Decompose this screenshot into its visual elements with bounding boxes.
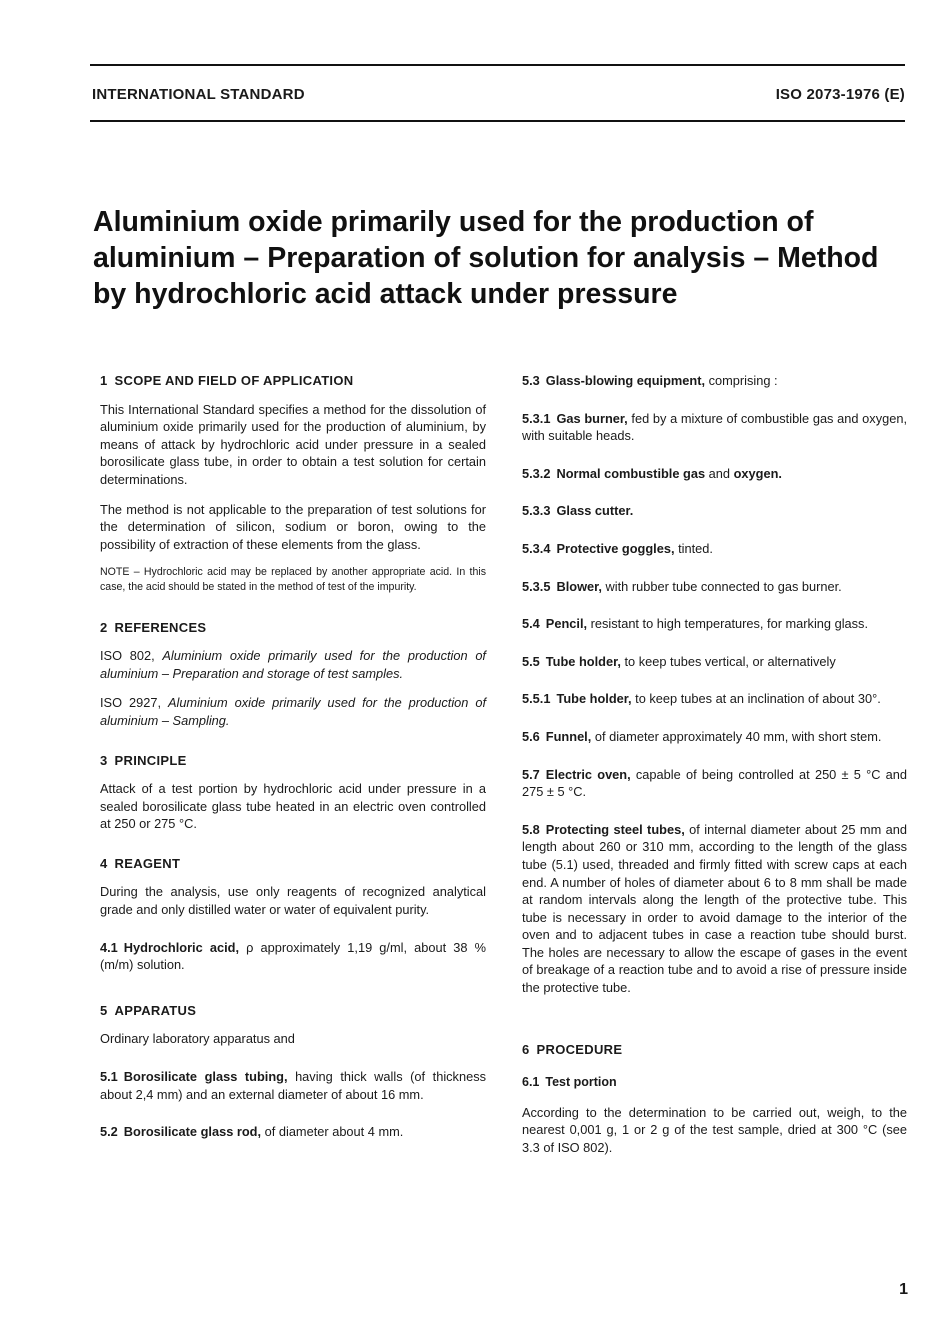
clause-5-4	[522, 615, 907, 633]
reference-code: ISO 2927,	[100, 695, 161, 711]
clause-5-1	[100, 1068, 486, 1103]
clause-5-3-4	[522, 540, 907, 558]
clause-5-3-3	[522, 502, 907, 520]
clause-name: Normal combustible gas	[556, 465, 706, 481]
clause-text: to keep tubes at an inclination of about 30°.	[635, 691, 881, 707]
subsection-heading-test-portion	[522, 1074, 907, 1092]
clause-name-second: oxygen.	[733, 465, 782, 481]
clause-number: 5.4	[522, 616, 540, 632]
clause-number: 5.3	[522, 373, 540, 388]
clause-name: Pencil,	[545, 616, 588, 632]
clause-text: capable of being controlled at 250 ± 5 °C and 275 ± 5 °C.	[522, 766, 908, 800]
clause-5-3-2	[522, 465, 907, 483]
clause-5-3-1	[522, 410, 907, 445]
section-number: 3	[100, 752, 108, 768]
reference-code: ISO 802,	[100, 648, 155, 664]
section-heading-apparatus	[100, 1002, 486, 1020]
clause-text: resistant to high temperatures, for marking glass.	[590, 616, 869, 632]
clause-text: to keep tubes vertical, or alternatively	[624, 653, 836, 669]
scope-paragraph-1: This International Standard specifies a method for the dissolution of aluminium oxide primarily used for the production of aluminium, by means of attack by hydrochloric acid under pressure in a sealed borosilicate glass tube, in order to obtain a test solution for certain determinations.	[100, 401, 486, 487]
clause-5-3-5	[522, 578, 907, 596]
clause-name: Blower,	[556, 578, 602, 594]
header-bottom-rule	[90, 120, 905, 122]
clause-name: Tube holder,	[545, 653, 621, 669]
test-portion-paragraph: According to the determination to be carried out, weigh, to the nearest 0,001 g, 1 or 2 g of the test sample, dried at 300 °C (see 3.3 of ISO 802).	[522, 1104, 907, 1156]
clause-text: fed by a mixture of combustible gas and oxygen, with suitable heads.	[522, 410, 907, 444]
section-title: PROCEDURE	[536, 1041, 623, 1057]
section-heading-procedure	[522, 1041, 907, 1059]
clause-number: 5.2	[100, 1124, 118, 1140]
section-title: REAGENT	[114, 855, 181, 871]
clause-name: Borosilicate glass rod,	[123, 1124, 262, 1140]
clause-number: 5.5.1	[522, 691, 551, 707]
reagent-paragraph: During the analysis, use only reagents of recognized analytical grade and only distilled water or water of equivalent purity.	[100, 884, 486, 918]
scope-paragraph-2: The method is not applicable to the preparation of test solutions for the determination of silicon, sodium or boron, owing to the possibility of extraction of these elements from the glass.	[100, 501, 486, 552]
section-heading-scope	[100, 372, 486, 390]
clause-name: Tube holder,	[556, 691, 632, 707]
left-column	[100, 372, 486, 1161]
document-title: Aluminium oxide primarily used for the production of aluminium – Preparation of solution for analysis – Method by hydrochloric acid attack under pressure	[93, 206, 879, 310]
clause-number: 5.3.5	[522, 578, 551, 594]
clause-text: comprising :	[708, 373, 778, 388]
section-number: 2	[100, 619, 108, 635]
clause-5-5-1	[522, 690, 907, 708]
header-standard-label: INTERNATIONAL STANDARD	[92, 86, 305, 103]
clause-name: Gas burner,	[556, 410, 628, 426]
clause-name: Protective goggles,	[556, 540, 675, 556]
clause-5-5	[522, 653, 907, 671]
clause-number: 5.3.4	[522, 540, 551, 556]
clause-number: 6.1	[522, 1075, 540, 1090]
clause-number: 5.5	[522, 653, 540, 669]
clause-5-2	[100, 1123, 486, 1141]
clause-text: tinted.	[678, 540, 713, 556]
clause-number: 5.3.2	[522, 465, 551, 481]
clause-number: 5.7	[522, 766, 540, 782]
section-title: REFERENCES	[114, 619, 207, 635]
clause-5-8	[522, 821, 907, 997]
clause-text: of internal diameter about 25 mm and length about 260 or 310 mm, according to the length of the glass tube (5.1) used, threaded and firmly fitted with screw caps at each end. A number of holes of diameter about 6 to 8 mm shall be made at random intervals along the length of the protective tube. This tube is necessary in order to avoid damage to the interior of the oven and to adjacent tubes in case a reaction tube should burst. The holes are necessary to allow the escape of gases in the event of breakage of a reaction tube and to avoid a rise of pressure inside the protective tube.	[522, 821, 907, 996]
clause-name: Protecting steel tubes,	[545, 821, 685, 837]
top-rule	[90, 64, 905, 66]
clause-text: and	[708, 465, 731, 481]
scope-note: NOTE – Hydrochloric acid may be replaced by another appropriate acid. In this case, the acid should be stated in the method of test of the impurity.	[100, 566, 486, 593]
clause-text: having thick walls (of thickness about 2,4 mm) and an external diameter of about 16 mm.	[100, 1069, 486, 1102]
clause-name: Glass cutter.	[556, 503, 634, 519]
principle-paragraph: Attack of a test portion by hydrochloric acid under pressure in a sealed borosilicate glass tube heated in an electric oven controlled at 250 or 275 °C.	[100, 781, 486, 832]
section-number: 5	[100, 1002, 108, 1018]
clause-name: Glass-blowing equipment,	[545, 373, 706, 388]
section-title: PRINCIPLE	[114, 752, 187, 768]
clause-name: Hydrochloric acid,	[123, 939, 239, 955]
clause-5-6	[522, 728, 907, 746]
clause-name: Borosilicate glass tubing,	[123, 1069, 288, 1085]
section-number: 4	[100, 855, 108, 871]
section-heading-reagent	[100, 855, 486, 873]
clause-text: of diameter approximately 40 mm, with short stem.	[594, 728, 882, 744]
page-number: 1	[899, 1281, 908, 1298]
section-heading-references	[100, 619, 486, 637]
clause-number: 5.8	[522, 821, 540, 837]
reference-iso-802	[100, 647, 486, 682]
section-number: 1	[100, 373, 108, 388]
clause-text: ρ approximately 1,19 g/ml, about 38 % (m/m) solution.	[100, 939, 486, 973]
section-number: 6	[522, 1041, 530, 1057]
clause-number: 5.6	[522, 728, 540, 744]
subsection-title: Test portion	[545, 1075, 617, 1090]
section-heading-principle	[100, 752, 486, 770]
reference-iso-2927	[100, 694, 486, 729]
header-standard-number: ISO 2073-1976 (E)	[775, 86, 905, 103]
clause-number: 5.1	[100, 1069, 118, 1085]
clause-number: 5.3.1	[522, 410, 551, 426]
apparatus-paragraph: Ordinary laboratory apparatus and	[100, 1031, 295, 1047]
clause-5-3	[522, 372, 907, 390]
section-title: SCOPE AND FIELD OF APPLICATION	[114, 373, 354, 388]
clause-4-1	[100, 939, 486, 974]
clause-name: Electric oven,	[545, 766, 631, 782]
clause-5-7	[522, 766, 907, 801]
clause-text: of diameter about 4 mm.	[264, 1124, 404, 1140]
section-title: APPARATUS	[114, 1002, 197, 1018]
clause-number: 5.3.3	[522, 503, 551, 519]
clause-name: Funnel,	[545, 728, 592, 744]
clause-text: with rubber tube connected to gas burner.	[605, 578, 842, 594]
right-column	[522, 372, 907, 1169]
reference-title: Aluminium oxide primarily used for the production of aluminium – Sampling.	[100, 695, 487, 728]
clause-number: 4.1	[100, 939, 118, 955]
reference-title: Aluminium oxide primarily used for the production of aluminium – Preparation and storage of test samples.	[100, 648, 486, 681]
